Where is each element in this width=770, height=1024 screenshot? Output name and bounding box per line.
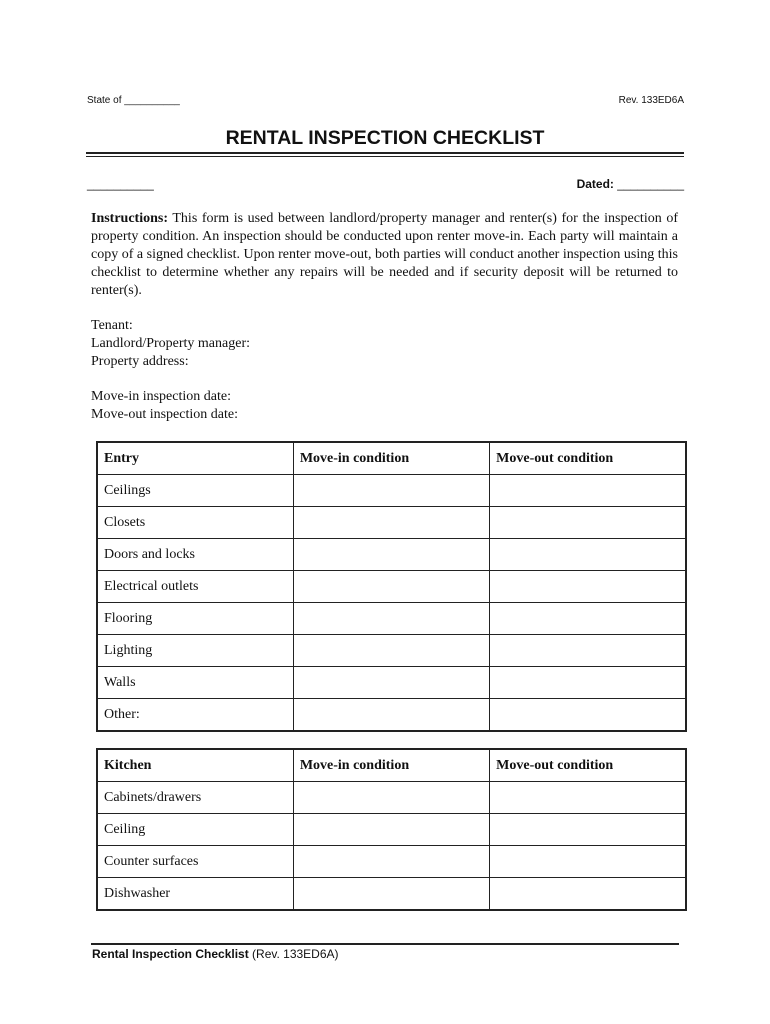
revision-label: Rev. 133ED6A [618, 95, 684, 106]
movein-condition-cell[interactable] [293, 878, 489, 911]
table-row [97, 667, 686, 699]
tenant-field: Tenant: [91, 318, 133, 333]
title-rule-thin [86, 156, 684, 157]
moveout-condition-cell[interactable] [490, 603, 686, 635]
row-label: Counter surfaces [97, 846, 293, 878]
row-label: Cabinets/drawers [97, 782, 293, 814]
footer-title: Rental Inspection Checklist [92, 947, 249, 961]
column-header: Move-out condition [490, 442, 686, 475]
table-row [97, 814, 686, 846]
column-header: Entry [97, 442, 293, 475]
instructions-text: This form is used between landlord/property manager and renter(s) for the inspection of property condition. An inspection should be conducted upon renter move-in. Each party will maintain a copy of a signed checklist. Upon renter move-out, both parties will conduct another inspection using this checklist to determine whether any repairs will be needed and if security deposit will be returned to renter(s). [91, 211, 678, 298]
instructions-label: Instructions: [91, 211, 169, 226]
moveout-condition-cell[interactable] [490, 699, 686, 732]
movein-condition-cell[interactable] [293, 539, 489, 571]
table-header-row [97, 442, 686, 475]
dated-label: Dated: [576, 177, 614, 191]
moveout-date-field: Move-out inspection date: [91, 407, 238, 422]
footer-rule [91, 943, 679, 945]
table-row [97, 878, 686, 911]
table-row [97, 635, 686, 667]
row-label: Closets [97, 507, 293, 539]
blank-line: __________ [87, 177, 154, 191]
movein-condition-cell[interactable] [293, 699, 489, 732]
table-row [97, 539, 686, 571]
row-label: Ceiling [97, 814, 293, 846]
instructions-paragraph [91, 210, 678, 300]
footer [92, 947, 339, 961]
column-header: Move-in condition [293, 442, 489, 475]
moveout-condition-cell[interactable] [490, 814, 686, 846]
movein-condition-cell[interactable] [293, 475, 489, 507]
kitchen-table [96, 748, 687, 911]
row-label: Electrical outlets [97, 571, 293, 603]
moveout-condition-cell[interactable] [490, 878, 686, 911]
moveout-condition-cell[interactable] [490, 635, 686, 667]
table-row [97, 507, 686, 539]
state-field: State of __________ [87, 95, 180, 106]
entry-table [96, 441, 687, 732]
movein-condition-cell[interactable] [293, 846, 489, 878]
movein-date-field: Move-in inspection date: [91, 389, 231, 404]
dated-blank: __________ [613, 177, 684, 191]
movein-condition-cell[interactable] [293, 667, 489, 699]
table-header-row [97, 749, 686, 782]
movein-condition-cell[interactable] [293, 635, 489, 667]
movein-condition-cell[interactable] [293, 814, 489, 846]
moveout-condition-cell[interactable] [490, 571, 686, 603]
column-header: Move-in condition [293, 749, 489, 782]
movein-condition-cell[interactable] [293, 603, 489, 635]
movein-condition-cell[interactable] [293, 782, 489, 814]
movein-condition-cell[interactable] [293, 571, 489, 603]
table-row [97, 603, 686, 635]
table-row [97, 699, 686, 732]
footer-rev: (Rev. 133ED6A) [248, 947, 339, 961]
movein-condition-cell[interactable] [293, 507, 489, 539]
moveout-condition-cell[interactable] [490, 475, 686, 507]
moveout-condition-cell[interactable] [490, 846, 686, 878]
table-row [97, 846, 686, 878]
moveout-condition-cell[interactable] [490, 667, 686, 699]
row-label: Walls [97, 667, 293, 699]
column-header: Move-out condition [490, 749, 686, 782]
landlord-field: Landlord/Property manager: [91, 336, 251, 351]
row-label: Lighting [97, 635, 293, 667]
table-row [97, 475, 686, 507]
title-rule-thick [86, 152, 684, 154]
dated-field [577, 177, 684, 191]
row-label: Ceilings [97, 475, 293, 507]
row-label: Doors and locks [97, 539, 293, 571]
table-row [97, 571, 686, 603]
address-field: Property address: [91, 354, 189, 369]
column-header: Kitchen [97, 749, 293, 782]
document-title: RENTAL INSPECTION CHECKLIST [225, 127, 545, 149]
row-label: Dishwasher [97, 878, 293, 911]
moveout-condition-cell[interactable] [490, 539, 686, 571]
row-label: Other: [97, 699, 293, 732]
moveout-condition-cell[interactable] [490, 507, 686, 539]
row-label: Flooring [97, 603, 293, 635]
table-row [97, 782, 686, 814]
moveout-condition-cell[interactable] [490, 782, 686, 814]
